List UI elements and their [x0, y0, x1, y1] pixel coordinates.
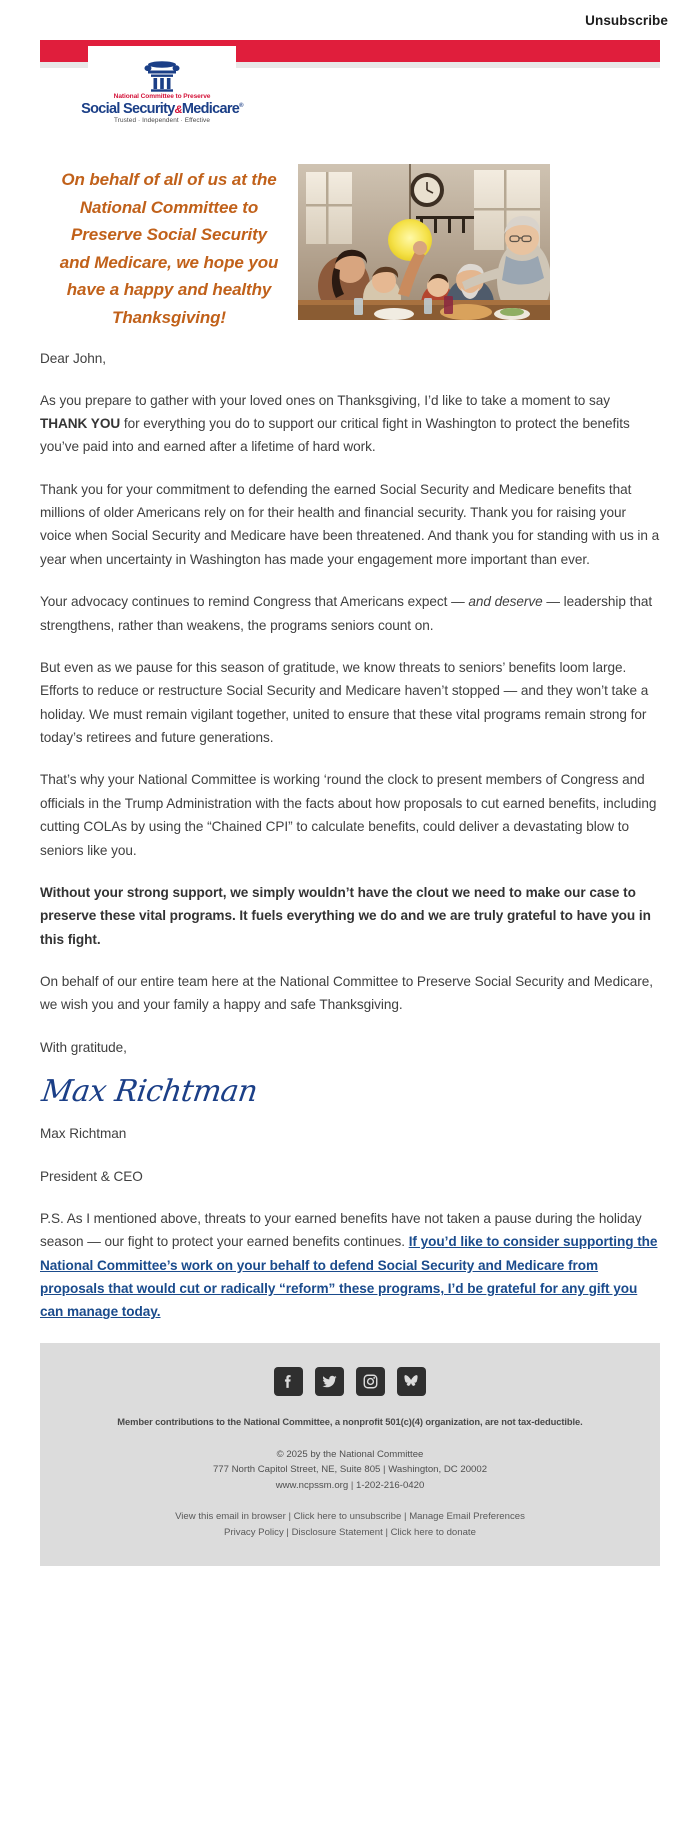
- signature-block: [40, 1073, 660, 1188]
- website-link[interactable]: www.ncpssm.org: [275, 1479, 349, 1491]
- paragraph-4: But even as we pause for this season of gratitude, we know threats to seniors’ benefits loom large. Efforts to reduce or restructure Social Security and Medicare haven’t stopped — and they won’t take a holiday. We must remain vigilant together, united to ensure that these vital programs remain strong for today’s retirees and future generations.: [40, 659, 649, 746]
- paragraph-7: On behalf of our entire team here at the National Committee to Preserve Social Security and Medicare, we wish you and your family a happy and safe Thanksgiving.: [40, 974, 654, 1013]
- tax-disclaimer: Member contributions to the National Committee, a nonprofit 501(c)(4) organization, are not tax-deductible.: [117, 1415, 583, 1427]
- paragraph-5: That’s why your National Committee is working ‘round the clock to present members of Congress and officials in the Trump Administration with the facts about how proposals to cut earned benefits, including cutting COLAs by using the “Chained CPI” to calculate benefits, could deliver a devastating blow to seniors like you.: [40, 772, 657, 858]
- contact-line: www.ncpssm.org | 1-202-216-0420: [275, 1479, 425, 1491]
- donate-link[interactable]: If you’d like to consider supporting the National Committee’s work on your behalf to defend Social Security and Medicare from proposals that would cut or radically “reform” these programs, I’d be grateful for any gift you can manage today.: [40, 1234, 658, 1320]
- logo-medicare: Medicare: [181, 100, 240, 117]
- link-separator: |: [401, 1511, 410, 1523]
- p3-post: — leadership that strengthens, rather than weakens, the programs seniors count on.: [40, 594, 653, 633]
- hero-headline: On behalf of all of us at the National Committee to Preserve Social Security and Medicare, we hope you have a happy and healthy Thanksgiving!: [59, 170, 279, 327]
- link-separator: |: [382, 1526, 391, 1538]
- p1-post: for everything you do to support our critical fight in Washington to protect the benefits you’ve paid into and earned after a lifetime of hard work.: [40, 415, 630, 455]
- email-footer: [40, 1343, 660, 1567]
- social-icon-row: [66, 1367, 634, 1396]
- hero-section: [0, 138, 700, 331]
- handwritten-signature: Max Richtman: [39, 1074, 260, 1110]
- closing-line: With gratitude,: [40, 1039, 127, 1055]
- instagram-glyph: [362, 1373, 379, 1390]
- logo-line-1: National Committee to Preserve: [113, 93, 211, 101]
- unsubscribe-link[interactable]: Unsubscribe: [585, 12, 668, 28]
- link-separator: |: [285, 1511, 294, 1523]
- disclosure-statement-link[interactable]: Disclosure Statement: [291, 1526, 383, 1538]
- letter-body: [0, 331, 700, 1324]
- copyright-line: © 2025 by the National Committee: [276, 1448, 424, 1460]
- logo-card[interactable]: [81, 46, 243, 139]
- signer-title: President & CEO: [40, 1168, 143, 1184]
- paragraph-2: Thank you for your commitment to defending the earned Social Security and Medicare benefits that millions of older Americans rely on for their health and financial security. Thank you for raising your voice when Social Security and Medicare have been threatened. And thank you for standing with us in a year when uncertainty in Washington has made your engagement more important than ever.: [40, 481, 660, 567]
- link-separator: |: [283, 1526, 292, 1538]
- address-block: [66, 1447, 634, 1494]
- thanksgiving-family-photo: [298, 164, 550, 320]
- ps-text: P.S. As I mentioned above, threats to your earned benefits have not taken a pause during the holiday season — our fight to protect your earned benefits continues.: [40, 1210, 642, 1250]
- logo-line-2: [81, 102, 243, 117]
- phone-number: 1-202-216-0420: [356, 1479, 425, 1491]
- header-band: [0, 40, 700, 138]
- footer-links-row-1: [66, 1509, 634, 1525]
- bluesky-icon[interactable]: [397, 1367, 426, 1396]
- footer-links: [66, 1509, 634, 1540]
- thank-you-emphasis: THANK YOU: [40, 415, 121, 431]
- deserve-emphasis: and deserve: [468, 594, 543, 610]
- bluesky-butterfly-glyph: [403, 1373, 420, 1390]
- street-address-line: 777 North Capitol Street, NE, Suite 805 | Washington, DC 20002: [212, 1464, 488, 1476]
- signer-name: Max Richtman: [40, 1126, 127, 1142]
- facebook-glyph: [280, 1373, 297, 1390]
- logo-social-security: Social Security: [81, 100, 175, 117]
- logo-tagline: Trusted · Independent · Effective: [113, 117, 211, 125]
- paragraph-1: [40, 389, 660, 459]
- postscript: [40, 1207, 660, 1324]
- twitter-icon[interactable]: [315, 1367, 344, 1396]
- view-in-browser-link[interactable]: View this email in browser: [175, 1511, 286, 1523]
- donate-footer-link[interactable]: Click here to donate: [390, 1526, 476, 1538]
- manage-preferences-link[interactable]: Manage Email Preferences: [409, 1511, 525, 1523]
- preheader-bar: [0, 0, 700, 40]
- column-icon: [142, 60, 182, 92]
- unsubscribe-footer-link[interactable]: Click here to unsubscribe: [293, 1511, 402, 1523]
- paragraph-3: [40, 590, 660, 637]
- footer-links-row-2: [66, 1525, 634, 1541]
- privacy-policy-link[interactable]: Privacy Policy: [224, 1526, 284, 1538]
- p1-pre: As you prepare to gather with your loved ones on Thanksgiving, I’d like to take a moment to say: [40, 392, 611, 408]
- paragraph-6-bold: Without your strong support, we simply wouldn’t have the clout we need to make our case to preserve these vital programs. It fuels everything we do and we are truly grateful to have you in this fight.: [40, 884, 651, 947]
- salutation: Dear John,: [40, 351, 106, 367]
- twitter-bird-glyph: [321, 1373, 338, 1390]
- instagram-icon[interactable]: [356, 1367, 385, 1396]
- facebook-icon[interactable]: [274, 1367, 303, 1396]
- photo-illustration: [298, 164, 550, 320]
- logo-ampersand: &: [174, 103, 182, 116]
- logo-registered-mark: ®: [239, 103, 243, 110]
- p3-pre: Your advocacy continues to remind Congress that Americans expect —: [40, 594, 469, 610]
